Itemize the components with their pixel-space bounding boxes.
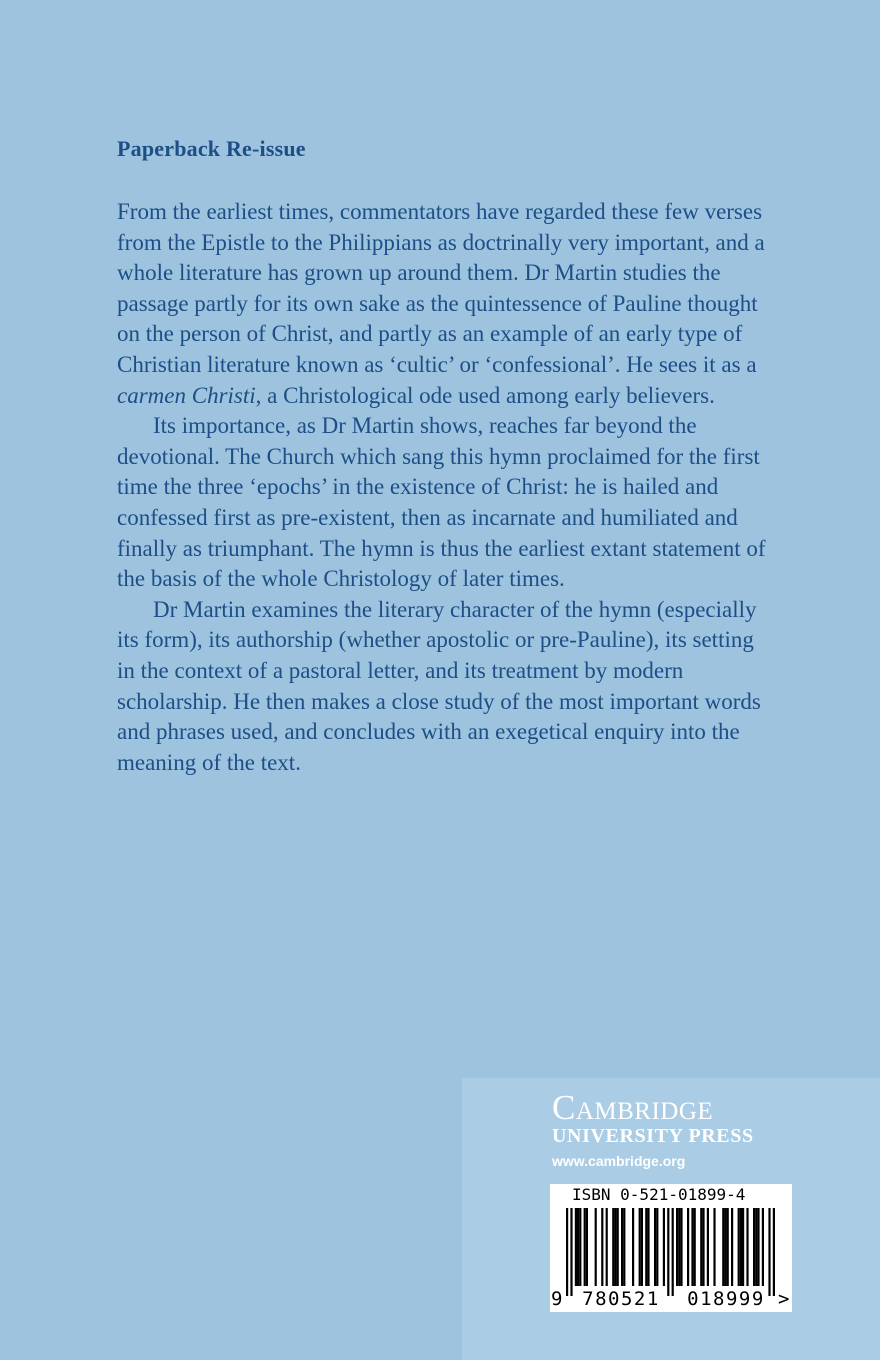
ean-arrow-mark: > (778, 1288, 790, 1310)
barcode-guard-bar (667, 1208, 669, 1296)
barcode-bar (623, 1208, 625, 1286)
barcode-bar (680, 1208, 682, 1286)
barcode-bar (632, 1208, 634, 1286)
barcode-bar (584, 1208, 586, 1286)
barcode-bar (621, 1208, 623, 1286)
publisher-logo-subtitle: UNIVERSITY PRESS (552, 1125, 754, 1147)
barcode-bar (738, 1208, 740, 1286)
barcode-bar (691, 1208, 693, 1286)
barcode-bar (724, 1208, 726, 1286)
barcode-bar (753, 1208, 755, 1286)
barcode-bar (676, 1208, 678, 1286)
isbn-label: ISBN 0-521-01899-4 (572, 1185, 746, 1204)
ean-left-digits: 780521 (582, 1288, 660, 1310)
description-text (117, 197, 767, 778)
barcode-bar (586, 1208, 588, 1286)
barcode-bar (727, 1208, 729, 1286)
paragraph-1-italic-title: carmen Christi (117, 382, 256, 408)
barcode-bar (595, 1208, 597, 1286)
barcode-guard-bar (566, 1208, 568, 1296)
publisher-logo-name: Cambridge (552, 1088, 714, 1127)
barcode-guard-bar (672, 1208, 674, 1296)
barcode-bar (687, 1208, 689, 1286)
barcode-bar (700, 1208, 702, 1286)
barcode-box (550, 1184, 792, 1312)
paragraph-2: Its importance, as Dr Martin shows, reaches far beyond the devotional. The Church which sang this hymn proclaimed for the first time the three ‘epochs’ in the existence of Christ: he is hailed and confessed first as pre-existent, then as incarnate and humiliated and finally as triumphant. The hymn is thus the earliest extant statement of the basis of the whole Christology of later times. (117, 413, 766, 592)
barcode-bar (713, 1208, 715, 1286)
barcode-bar (740, 1208, 742, 1286)
barcode-bar (606, 1208, 608, 1286)
section-heading: Paperback Re-issue (117, 136, 306, 161)
barcode-bar (678, 1208, 680, 1286)
barcode-bar (707, 1208, 709, 1286)
barcode-bar (577, 1208, 579, 1286)
paragraph-1-text-a: From the earliest times, commentators have regarded these few verses from the Epistle to the Philippians as doctrinally very important, and a whole literature has grown up around them. Dr Martin studies the passage partly for its own sake as the quintessence of Pauline thought on the person of Christ, and partly as an example of an early type of Christian literature known as ‘cultic’ or ‘confessional’. He sees it as a (117, 199, 765, 377)
barcode-bar (722, 1208, 724, 1286)
barcode-bar (639, 1208, 641, 1286)
barcode-bar (575, 1208, 577, 1286)
barcode-bar (663, 1208, 665, 1286)
barcode-guard-bar (768, 1208, 770, 1296)
barcode-bar (617, 1208, 619, 1286)
paragraph-1 (117, 197, 767, 411)
barcode-bar (762, 1208, 764, 1286)
barcode-bar (601, 1208, 603, 1286)
barcode-bar (742, 1208, 744, 1286)
ean-first-digit: 9 (551, 1288, 563, 1310)
barcode-guard-bar (773, 1208, 775, 1296)
paragraph-3: Dr Martin examines the literary character of the hymn (especially its form), its authorship (whether apostolic or pre-Pauline), its setting in the context of a pastoral letter, and its treatment by modern scholarship. He then makes a close study of the most important words and phrases used, and concludes with an exegetical enquiry into the meaning of the text. (117, 596, 761, 775)
barcode-guard-bar (570, 1208, 572, 1296)
barcode-bar (694, 1208, 696, 1286)
barcode-bar (579, 1208, 581, 1286)
barcode-bar (647, 1208, 649, 1286)
ean-right-digits: 018999 (687, 1288, 765, 1310)
barcode-bar (731, 1208, 733, 1286)
barcode-bar (746, 1208, 748, 1286)
publisher-url: www.cambridge.org (552, 1153, 686, 1169)
barcode-bar (755, 1208, 757, 1286)
barcode-bar (656, 1208, 658, 1286)
barcode-bar (614, 1208, 616, 1286)
barcode-bar (702, 1208, 704, 1286)
barcode-bar (757, 1208, 759, 1286)
barcode-bar (612, 1208, 614, 1286)
paragraph-1-text-b: , a Christological ode used among early believers. (255, 382, 715, 408)
barcode-bar (645, 1208, 647, 1286)
barcode-bar (641, 1208, 643, 1286)
barcode-bar (654, 1208, 656, 1286)
